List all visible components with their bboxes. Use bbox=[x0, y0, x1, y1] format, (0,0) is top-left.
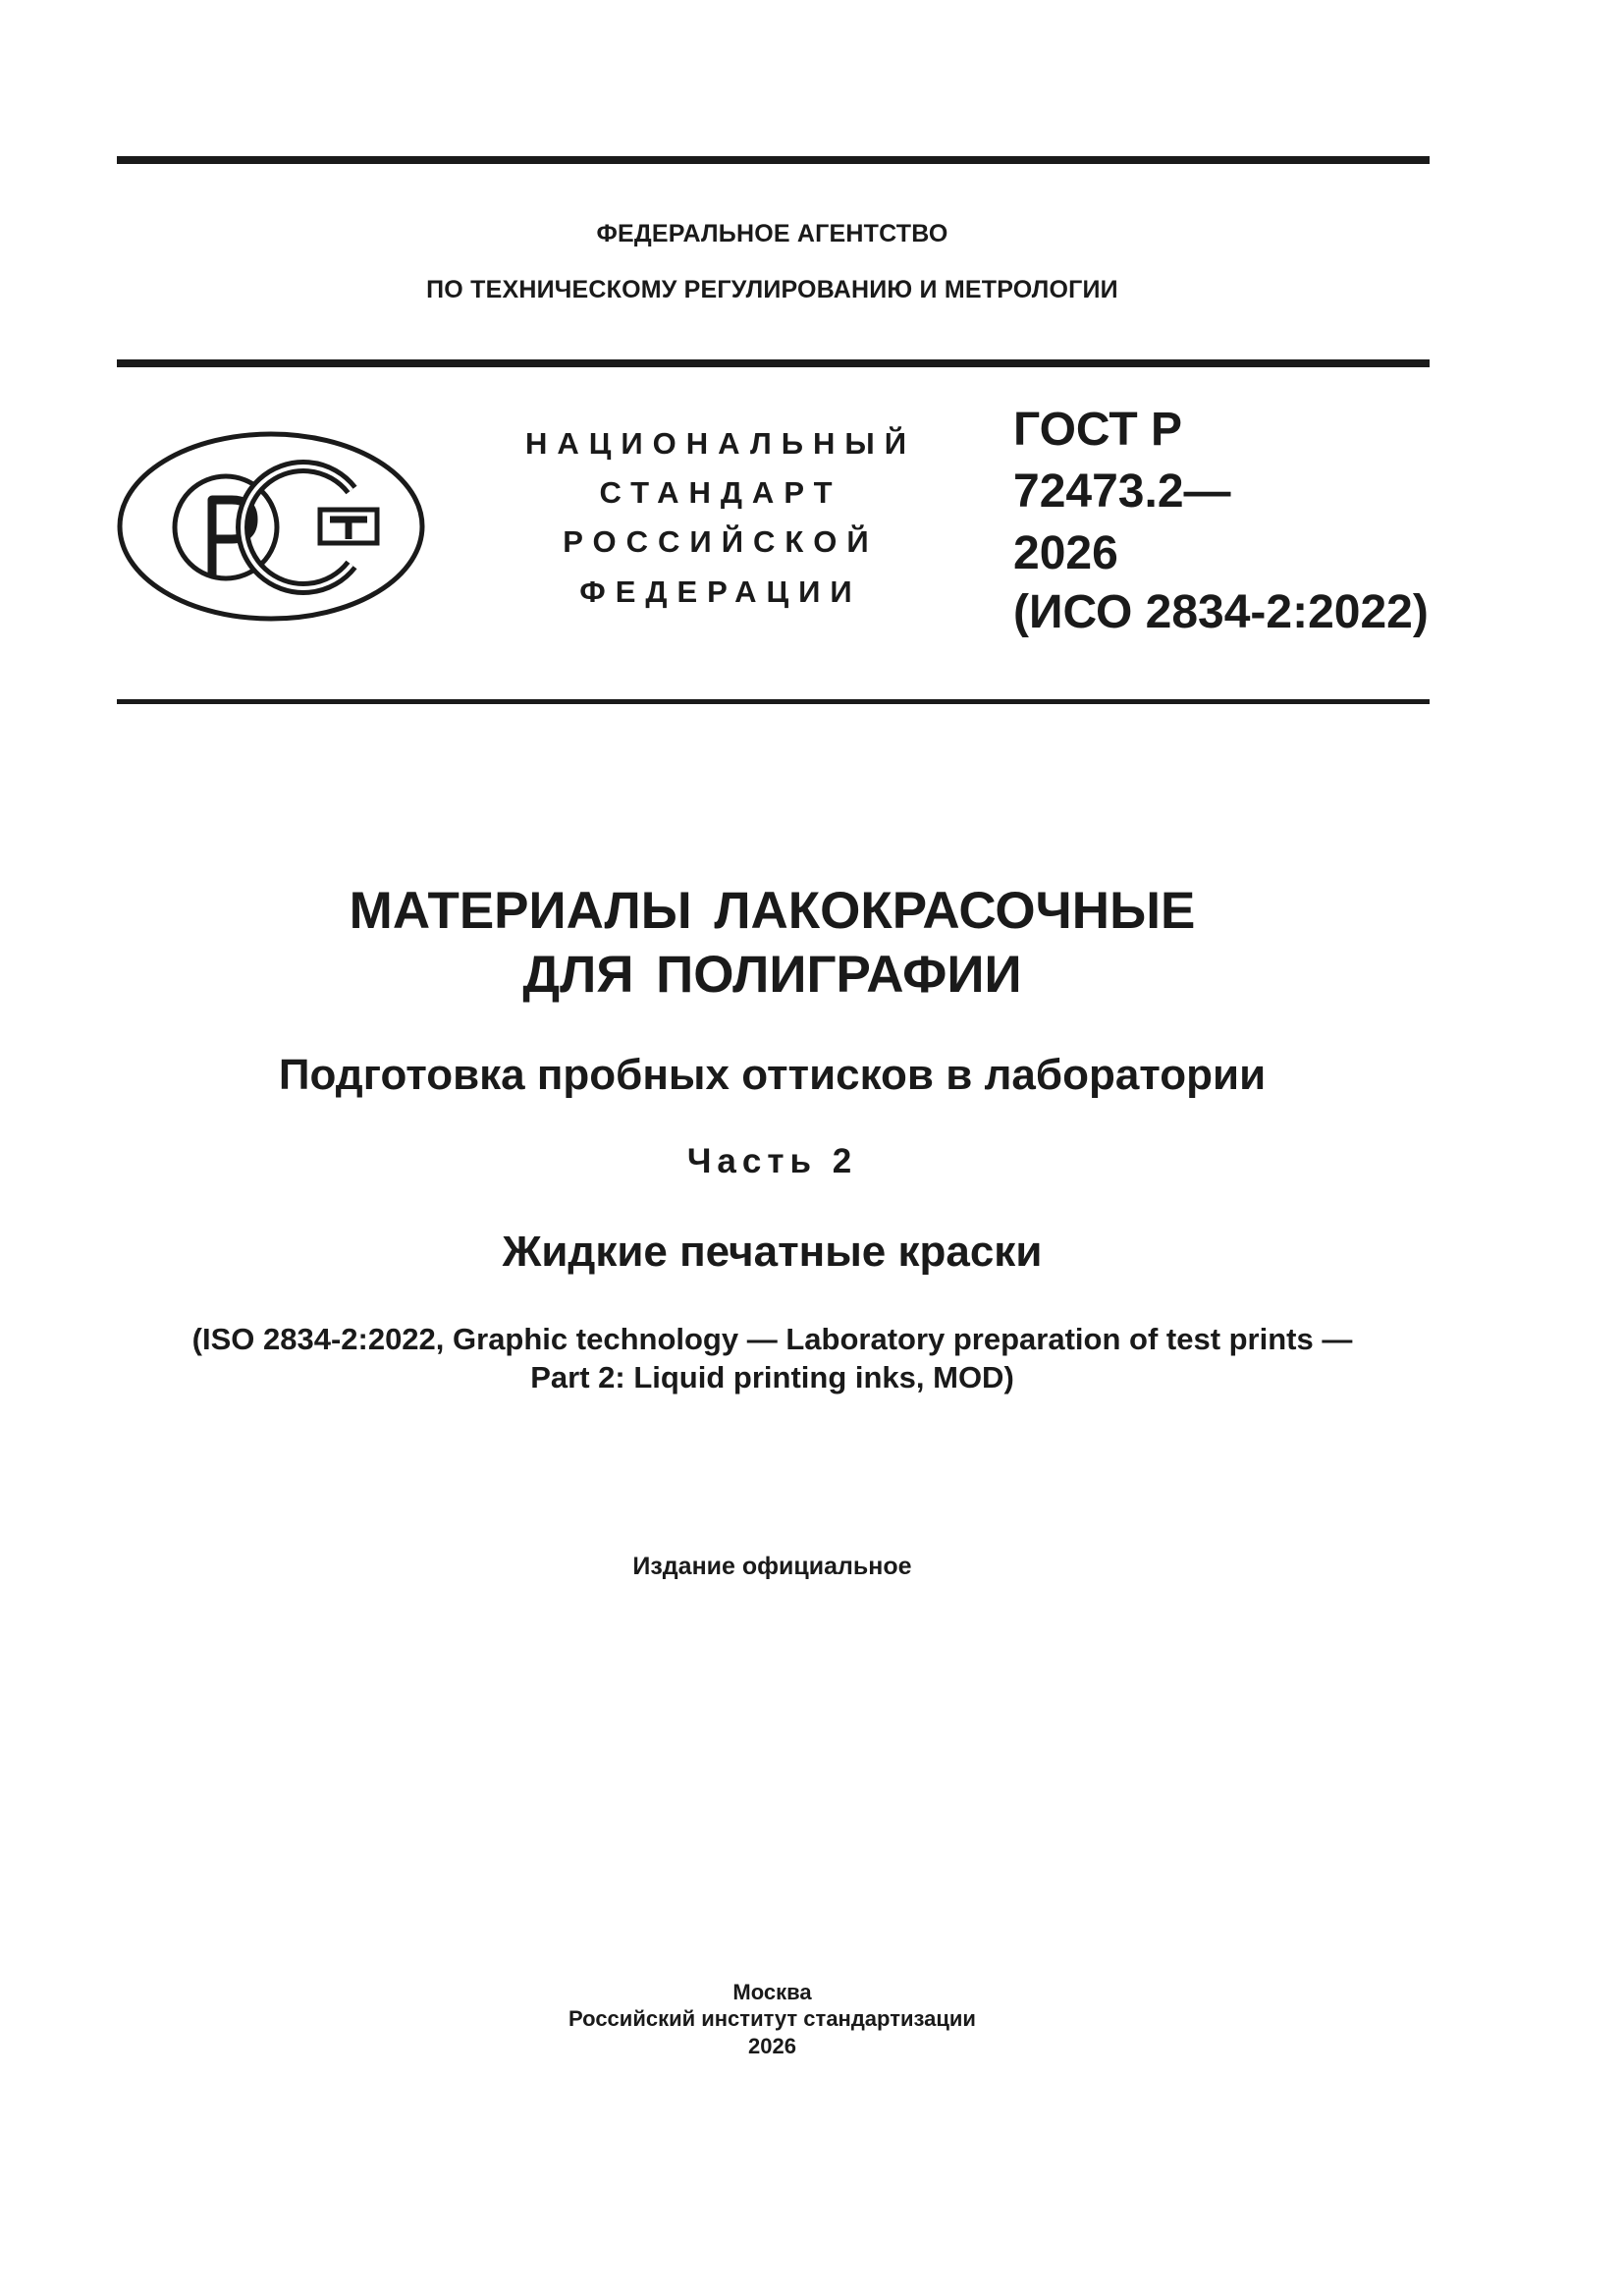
standard-designation-line3: 2026 bbox=[1013, 527, 1118, 579]
header-rule bbox=[117, 359, 1430, 367]
national-standard-word2: СТАНДАРТ bbox=[599, 475, 842, 510]
standard-designation-line2: 72473.2— bbox=[1013, 465, 1231, 518]
part-number: Часть 2 bbox=[686, 1142, 858, 1180]
document-title-line1: МАТЕРИАЛЫ ЛАКОКРАСОЧНЫЕ bbox=[349, 882, 1196, 940]
designation-rule bbox=[117, 699, 1430, 704]
agency-name-line2: ПО ТЕХНИЧЕСКОМУ РЕГУЛИРОВАНИЮ И МЕТРОЛОГИИ bbox=[426, 276, 1118, 303]
top-rule bbox=[117, 156, 1430, 164]
standard-designation-line1: ГОСТ Р bbox=[1013, 404, 1183, 456]
publisher-city: Москва bbox=[732, 1980, 812, 2004]
original-standard-line2: Part 2: Liquid printing inks, MOD) bbox=[530, 1360, 1014, 1394]
edition-label: Издание официальное bbox=[632, 1553, 912, 1580]
standard-designation-line4: (ИСО 2834-2:2022) bbox=[1013, 586, 1429, 638]
national-standard-word3: РОССИЙСКОЙ bbox=[563, 524, 879, 559]
national-standard-word1: НАЦИОНАЛЬНЫЙ bbox=[524, 426, 917, 461]
original-standard-line1: (ISO 2834-2:2022, Graphic technology — Laboratory preparation of test prints — bbox=[191, 1322, 1353, 1356]
part-name: Жидкие печатные краски bbox=[502, 1228, 1043, 1276]
national-standard-word4: ФЕДЕРАЦИИ bbox=[579, 574, 862, 609]
document-title-line2: ДЛЯ ПОЛИГРАФИИ bbox=[522, 946, 1022, 1004]
document-subtitle: Подготовка пробных оттисков в лаборатории bbox=[278, 1051, 1267, 1099]
publisher-name: Российский институт стандартизации bbox=[568, 2006, 976, 2031]
agency-name-line1: ФЕДЕРАЛЬНОЕ АГЕНТСТВО bbox=[596, 220, 948, 247]
rst-certification-mark-icon bbox=[116, 429, 426, 624]
publication-year: 2026 bbox=[748, 2034, 796, 2058]
